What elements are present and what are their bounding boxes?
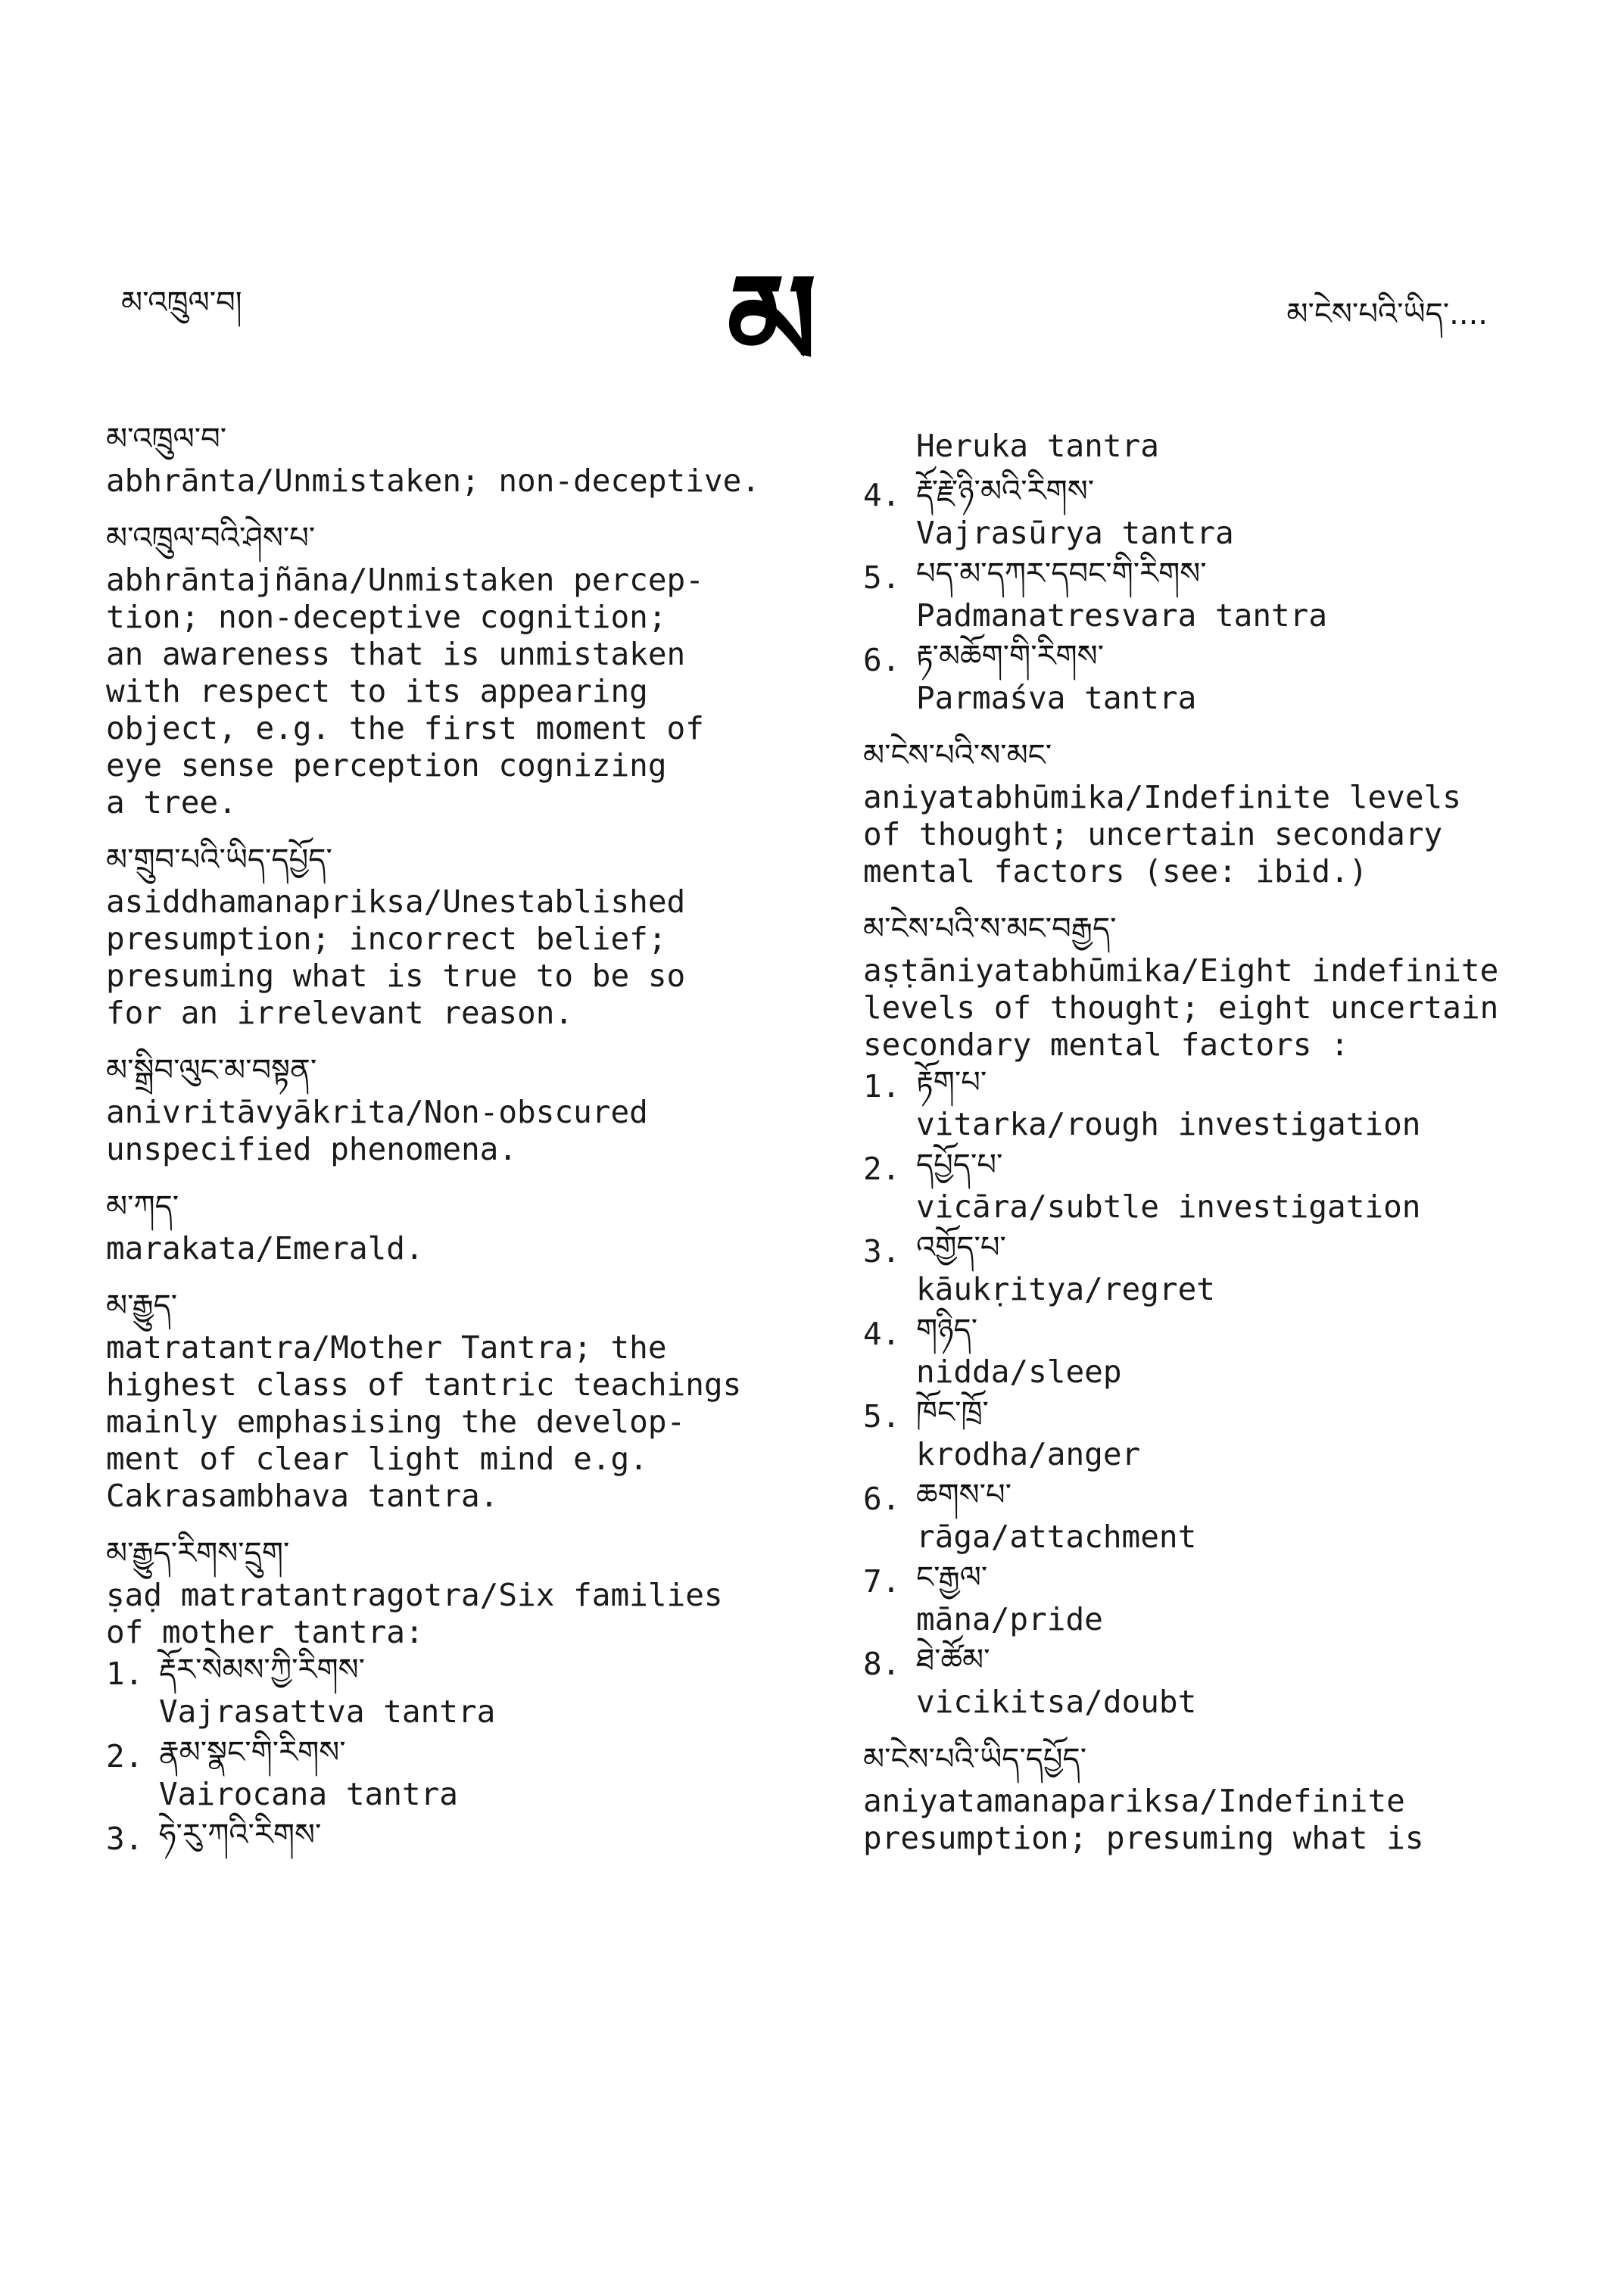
- entry-definition: ṣaḍ matratantragotra/Six families of mother tantra:: [106, 1577, 723, 1650]
- left-column: [106, 420, 810, 1878]
- item-text: kāukṛitya/regret: [916, 1271, 1215, 1307]
- entry: [863, 1740, 1545, 1857]
- entry-tibetan: མ་ངེས་པའི་ས་མང་བརྒྱད་: [863, 911, 1117, 946]
- item-tibetan: ཆགས་པ་: [916, 1478, 1012, 1513]
- list-item: [106, 1816, 810, 1858]
- item-tibetan: རྡོར་སེམས་ཀྱི་རིགས་: [159, 1653, 365, 1687]
- item-number: 2.: [106, 1738, 144, 1774]
- item-number: 1.: [106, 1656, 144, 1692]
- item-text: vitarka/rough investigation: [916, 1106, 1421, 1142]
- list-item: [863, 637, 1545, 717]
- item-text: vicikitsa/doubt: [916, 1684, 1197, 1720]
- item-number: 5.: [863, 559, 901, 596]
- item-tibetan: འགྱོད་པ་: [916, 1230, 1006, 1265]
- item-number: 4.: [863, 1316, 901, 1352]
- list-item: [106, 1651, 810, 1731]
- item-number: 8.: [863, 1646, 901, 1682]
- entry-tibetan: མ་འཁྲུལ་བའི་ཤེས་པ་: [106, 521, 316, 556]
- entry-definition: aniyatamanapariksa/Indefinite presumption; presuming what is: [863, 1783, 1424, 1856]
- entry: [106, 841, 810, 1032]
- entry: [106, 1287, 810, 1515]
- entry-definition: marakata/Emerald.: [106, 1230, 424, 1266]
- entry: [106, 1188, 810, 1267]
- entry-tibetan: མ་རྒྱུད་: [106, 1288, 178, 1323]
- item-text: nidda/sleep: [916, 1354, 1122, 1390]
- list-item: [863, 1641, 1545, 1721]
- item-text: Vairocana tantra: [159, 1776, 458, 1812]
- entry: [106, 1534, 810, 1858]
- item-tibetan: ཧེ་རུ་ཀའི་རིགས་: [159, 1818, 322, 1852]
- item-tibetan: ང་རྒྱལ་: [916, 1560, 988, 1595]
- item-number: 3.: [863, 1233, 901, 1270]
- list-continuation: Heruka tantra: [916, 428, 1159, 464]
- item-tibetan: རྟ་མཆོག་གི་རིགས་: [916, 639, 1105, 674]
- entry-tibetan: མ་རྒྱུད་རིགས་དྲུག་: [106, 1536, 290, 1571]
- item-tibetan: དཔྱོད་པ་: [916, 1148, 1003, 1182]
- item-tibetan: རྣམ་སྣང་གི་རིགས་: [159, 1735, 346, 1770]
- entry-definition: asiddhamanapriksa/Unestablished presumption; incorrect belief; presuming what is true to be so for an irrelevant reason.: [106, 883, 686, 1031]
- entry-definition: anivritāvyākrita/Non-obscured unspecified phenomena.: [106, 1094, 648, 1167]
- item-tibetan: རྡོ་རྗེ་ཉི་མའི་རིགས་: [916, 474, 1095, 509]
- header-letter: མ: [727, 247, 818, 397]
- item-number: 6.: [863, 642, 901, 678]
- list-item: [863, 1476, 1545, 1556]
- entry-tibetan: མ་ཀད་: [106, 1189, 179, 1224]
- item-text: krodha/anger: [916, 1436, 1141, 1472]
- item-tibetan: གཉིད་: [916, 1313, 978, 1347]
- entry: [863, 910, 1545, 1721]
- item-number: 4.: [863, 477, 901, 513]
- entry: [106, 1051, 810, 1168]
- list-item: [863, 1311, 1545, 1391]
- list-item: [863, 1229, 1545, 1308]
- list-item: [863, 1394, 1545, 1473]
- list-item: [106, 1734, 810, 1813]
- list-item: [863, 1559, 1545, 1638]
- entry: [106, 519, 810, 821]
- right-column: [863, 428, 1545, 1877]
- entry-tibetan: མ་ངེས་པའི་ས་མང་: [863, 738, 1052, 773]
- entry-definition: matratantra/Mother Tantra; the highest class of tantric teachings mainly emphasising the develop- ment of clear light mind e.g. Cakrasambhava tantra.: [106, 1329, 742, 1514]
- item-number: 2.: [863, 1151, 901, 1187]
- item-number: 3.: [106, 1821, 144, 1857]
- list-continued: [863, 472, 1545, 717]
- header-right-word: མ་ངེས་པའི་ཡིད་....: [1286, 297, 1488, 332]
- entry: [106, 420, 810, 500]
- entry-tibetan: མ་ངེས་པའི་ཡིད་དཔྱོད་: [863, 1742, 1087, 1777]
- item-tibetan: ཁོང་ཁྲོ་: [916, 1395, 989, 1430]
- list-item: [863, 555, 1545, 634]
- entry-tibetan: མ་སྒྲིབ་ལུང་མ་བསྟན་: [106, 1053, 317, 1088]
- list-item: [863, 472, 1545, 552]
- list-item: [863, 1146, 1545, 1226]
- entry-definition: abhrāntajñāna/Unmistaken percep- tion; non-deceptive cognition; an awareness that is unmistaken with respect to its appearing object, e.g. the first moment of eye sense perception cognizing a tree.: [106, 562, 704, 821]
- item-text: Vajrasattva tantra: [159, 1693, 496, 1730]
- entry-definition: abhrānta/Unmistaken; non-deceptive.: [106, 463, 760, 499]
- item-number: 1.: [863, 1068, 901, 1104]
- item-tibetan: རྟོག་པ་: [916, 1065, 987, 1100]
- list-item: [863, 1064, 1545, 1143]
- item-number: 7.: [863, 1563, 901, 1600]
- item-number: 6.: [863, 1481, 901, 1517]
- entry-tibetan: མ་གྲུབ་པའི་ཡིད་དཔྱོད་: [106, 843, 332, 877]
- item-text: rāga/attachment: [916, 1519, 1197, 1555]
- header-left-word: མ་འཁྲུལ་བ།: [121, 285, 242, 320]
- item-text: vicāra/subtle investigation: [916, 1189, 1421, 1225]
- item-tibetan: པད་མ་དཀར་དབང་གི་རིགས་: [916, 556, 1207, 591]
- entry-definition: aṣṭāniyatabhūmika/Eight indefinite levels of thought; eight uncertain secondary mental factors :: [863, 952, 1499, 1063]
- entry: [863, 737, 1545, 890]
- item-tibetan: ཐེ་ཚོམ་: [916, 1643, 990, 1678]
- entry-definition: aniyatabhūmika/Indefinite levels of thought; uncertain secondary mental factors (see: ibid.): [863, 779, 1461, 889]
- item-text: Vajrasūrya tantra: [916, 515, 1234, 551]
- item-text: Padmanatresvara tantra: [916, 597, 1328, 634]
- entry-tibetan: མ་འཁྲུལ་བ་: [106, 422, 227, 456]
- item-text: māna/pride: [916, 1601, 1103, 1637]
- item-number: 5.: [863, 1398, 901, 1435]
- item-text: Parmaśva tantra: [916, 680, 1197, 716]
